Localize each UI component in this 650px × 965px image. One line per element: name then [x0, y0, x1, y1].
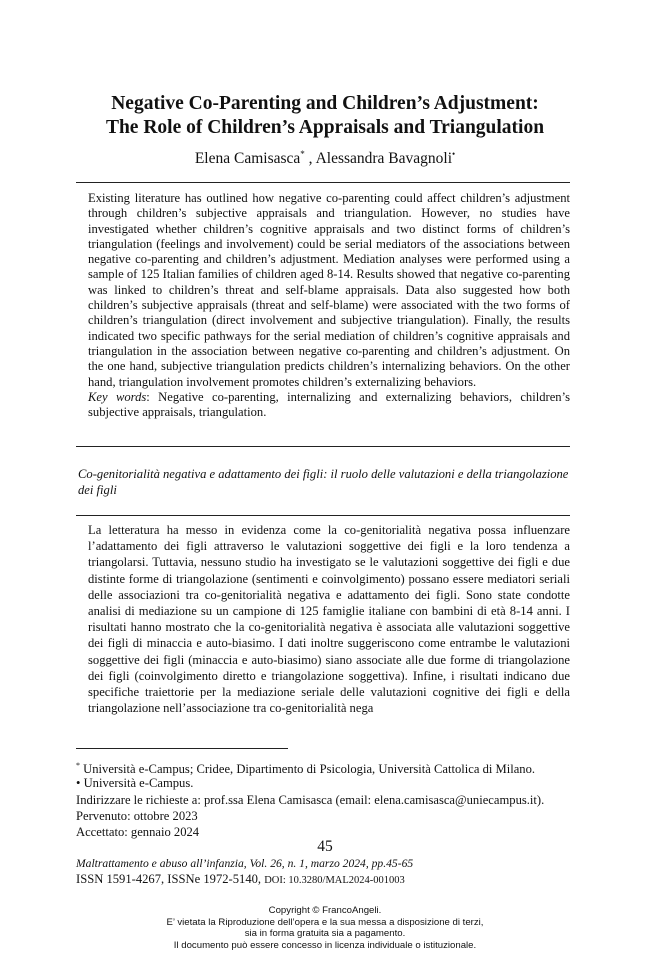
abstract-top-rule	[76, 182, 570, 183]
footnote-2-mark: •	[76, 776, 81, 790]
footnote-1-mark: *	[76, 761, 80, 770]
copyright-line-2: E’ vietata la Riproduzione dell’opera e la sua messa a disposizione di terzi,	[166, 916, 484, 928]
journal-citation: Maltrattamento e abuso all’infanzia, Vol. 26, n. 1, marzo 2024, pp.45-65	[76, 857, 414, 870]
issn-line	[76, 872, 405, 887]
author-separator: ,	[304, 150, 316, 168]
footnote-1-text: Università e-Campus; Cridee, Dipartimento di Psicologia, Università Cattolica di Milano.	[80, 762, 536, 777]
page-number: 45	[317, 838, 333, 855]
correspondence-address: Indirizzare le richieste a: prof.ssa Elena Camisasca (email: elena.camisasca@uniecampus.it).	[76, 793, 545, 807]
footnote-rule	[76, 748, 288, 749]
doi-text: DOI: 10.3280/MAL2024-001003	[264, 875, 405, 886]
keywords-label: Key words	[88, 389, 147, 404]
title-line-1: Negative Co-Parenting and Children’s Adjustment:	[111, 93, 539, 114]
copyright-line-4: Il documento può essere concesso in licenza individuale o istituzionale.	[173, 939, 477, 951]
copyright-line-1: Copyright © FrancoAngeli.	[268, 905, 382, 916]
english-abstract	[88, 191, 570, 420]
author-2: Alessandra Bavagnoli	[315, 150, 453, 168]
copyright-notice	[0, 905, 650, 951]
abstract-text: Existing literature has outlined how negative co-parenting could affect children’s adjustment through children’s subjective appraisals and triangulation. However, no studies have investigated whether children’s cognitive appraisals and two distinct forms of children’s triangulation (feelings and involvement) could be serial mediators of the associations between negative co-parenting and children’s adjustment. Mediation analyses were performed using a sample of 125 Italian families of children aged 8-14. Results showed that negative co-parenting was linked to children’s threat and self-blame appraisals. Data also suggested how both children’s subjective appraisals (threat and self-blame) were associated with the two forms of children’s triangulation (direct involvement and subjective triangulation). Finally, the results indicated two specific pathways for the serial mediation of children’s cognitive appraisals and triangulation in the association between negative co-parenting and children’s adjustment. On the one hand, subjective triangulation predicts children’s internalizing behaviors. On the other hand, triangulation involvement promotes children’s externalizing behaviors.	[88, 191, 570, 389]
author-2-mark: •	[452, 149, 456, 159]
author-1: Elena Camisasca	[194, 150, 301, 168]
sommario-top-rule	[76, 515, 570, 516]
keywords	[88, 390, 570, 421]
copyright-line-3: sia in forma gratuita sia a pagamento.	[244, 928, 406, 939]
title-line-2: The Role of Children’s Appraisals and Triangulation	[105, 117, 545, 138]
footnote-2-text: Università e-Campus.	[80, 776, 194, 790]
italian-abstract: La letteratura ha messo in evidenza come la co-genitorialità negativa possa influenzare l’adattamento dei figli attraverso le valutazioni soggettive dei figli e la loro tendenza a triangolarsi. Tuttavia, nessuno studio ha investigato se le valutazioni soggettive dei figli e due distinte forme di triangolazione (sentimenti e coinvolgimento) possano essere mediatori seriali delle associazioni tra co-genitorialità negativa e adattamento dei figli. Sono state condotte analisi di mediazione su un campione di 125 famiglie italiane con bambini di età 8-14 anni. I risultati hanno mostrato che la co-genitorialità negativa è associata alle valutazioni soggettive dei figli di minaccia e auto-biasimo. I dati inoltre suggeriscono come entrambe le valutazioni soggettive dei figli (minaccia e auto-biasimo) siano associate alle due forme di triangolazione dei figli (coinvolgimento diretto e triangolazione soggettiva). Infine, i risultati indicano due specifiche traiettorie per la mediazione seriale delle valutazioni cognitive dei figli e della triangolazione nell’associazione tra co-genitorialità nega	[88, 523, 570, 716]
received-date: Pervenuto: ottobre 2023	[76, 809, 198, 823]
italian-title: Co-genitorialità negativa e adattamento dei figli: il ruolo delle valutazioni e della triangolazione dei figli	[78, 467, 569, 497]
footnote-2	[76, 775, 193, 792]
issn-text: ISSN 1591-4267, ISSNe 1972-5140,	[76, 872, 265, 886]
author-list	[0, 144, 650, 169]
keywords-text: : Negative co-parenting, internalizing and externalizing behaviors, children’s subjective appraisals, triangulation.	[88, 389, 570, 420]
abstract-bottom-rule	[76, 446, 570, 447]
accepted-date: Accettato: gennaio 2024	[76, 825, 200, 839]
author-1-mark: *	[300, 149, 305, 159]
paper-title	[0, 92, 650, 140]
